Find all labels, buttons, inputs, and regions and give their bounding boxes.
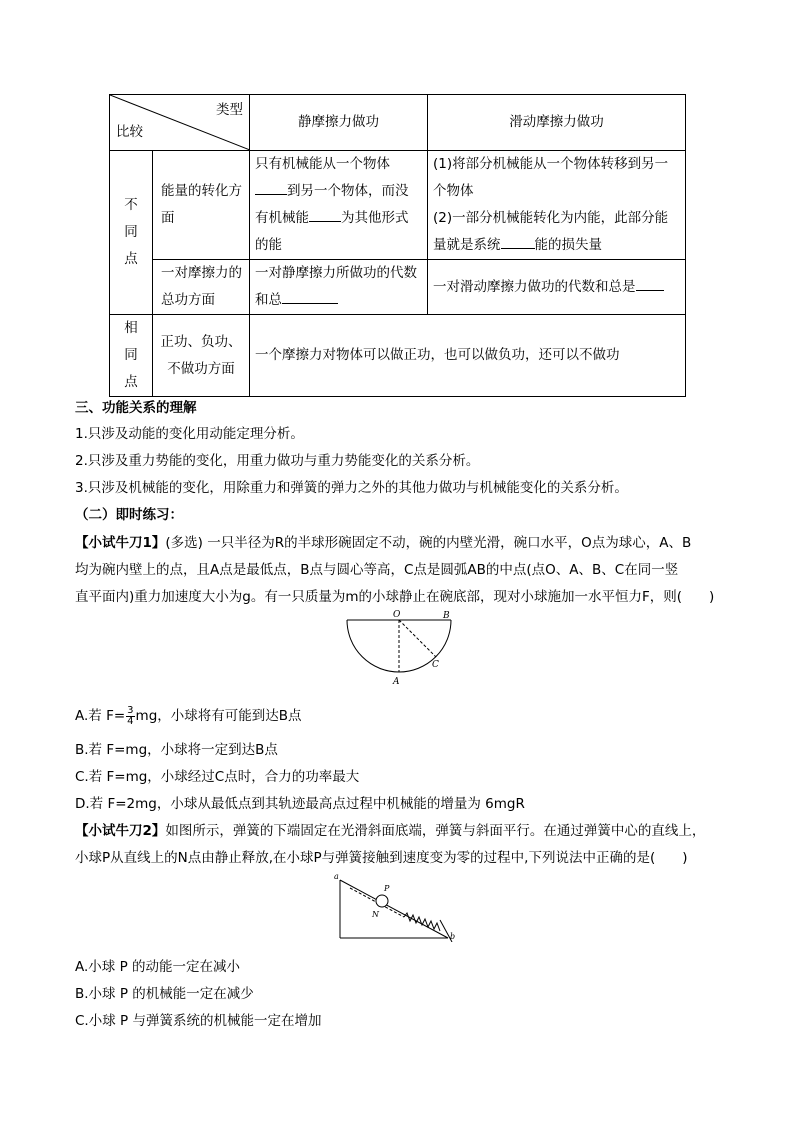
q1-tag: 【小试牛刀1】: [75, 535, 166, 551]
practice-heading: （二）即时练习：: [75, 507, 183, 523]
q1-line2: 均为碗内壁上的点，且A点是最低点，B点与圆心等高，C点是圆弧AB的中点(点O、A、B、C在同一竖: [75, 562, 679, 578]
label-b: B: [443, 611, 450, 621]
q2-option-b: B.小球 P 的机械能一定在减少: [75, 986, 254, 1002]
total-work-sliding-text: 一对滑动摩擦力做功的代数和总是: [433, 278, 636, 295]
radius-oc: [399, 620, 436, 657]
table-row-total-work: [110, 260, 686, 315]
row-sign-label: 正功、负功、不做功方面: [153, 315, 250, 397]
section3-item2: 2.只涉及重力势能的变化，用重力做功与重力势能变化的关系分析。: [75, 453, 480, 469]
corner-compare-label: 比较: [116, 124, 143, 140]
fraction-numerator: 3: [127, 704, 134, 716]
same-label: 相同点: [110, 315, 153, 397]
section3-heading: 三、功能关系的理解: [75, 400, 197, 416]
q1-option-c: C.若 F=mg，小球经过C点时，合力的功率最大: [75, 769, 360, 785]
fraction-denominator: 4: [127, 715, 134, 727]
q2-option-c: C.小球 P 与弹簧系统的机械能一定在增加: [75, 1013, 322, 1029]
q2-line2: 小球P从直线上的N点由静止释放,在小球P与弹簧接触到速度变为零的过程中,下列说法中正确的是( ): [75, 850, 688, 866]
incline-figure: [332, 870, 462, 942]
total-work-static-text: 一对静摩擦力所做功的代数和总: [255, 265, 417, 308]
energy-static-text-a: 只有机械能从一个物体: [255, 156, 390, 172]
label-n: N: [372, 910, 379, 919]
section3-item3: 3.只涉及机械能的变化，用除重力和弹簧的弹力之外的其他力做功与机械能变化的关系分析。: [75, 480, 628, 496]
table-row-same: [110, 315, 686, 397]
spring: [404, 913, 440, 931]
blank-line: [636, 274, 664, 291]
row-total-work-label: 一对摩擦力的总功方面: [153, 260, 250, 315]
corner-type-label: 类型: [216, 102, 243, 118]
blank-line: [282, 287, 338, 304]
option-a-suffix: mg，小球将有可能到达B点: [135, 708, 302, 724]
row-total-work-sliding: [428, 260, 686, 315]
row-energy-label: 能量的转化方面: [153, 151, 250, 260]
q2-tag: 【小试牛刀2】: [75, 823, 166, 839]
option-a-prefix: A.若 F=: [75, 708, 126, 724]
label-o: O: [393, 610, 401, 620]
q1-note: (多选): [165, 535, 203, 551]
energy-static-text-e: 的能: [255, 237, 282, 253]
q1-line1: [75, 531, 691, 551]
q2-text1: 如图所示，弹簧的下端固定在光滑斜面底端，弹簧与斜面平行。在通过弹簧中心的直线上，: [165, 823, 706, 839]
label-b: b: [450, 932, 456, 941]
q1-text1: 一只半径为R的半球形碗固定不动，碗的内壁光滑，碗口水平，O点为球心，A、B: [207, 535, 692, 551]
energy-sliding-text-1: (1)将部分机械能从一个物体转移到另一个物体: [433, 156, 669, 199]
section3-item1: 1.只涉及动能的变化用动能定理分析。: [75, 426, 304, 442]
blank-line: [501, 232, 535, 249]
label-a: A: [393, 677, 400, 687]
label-a: a: [334, 872, 339, 881]
label-p: P: [384, 884, 390, 893]
table-header-row: [110, 95, 686, 151]
q1-line3: 直平面内)重力加速度大小为g。有一只质量为m的小球静止在碗底部，现对小球施加一水平恒力F，则( ): [75, 589, 715, 605]
diff-label: 不同点: [110, 151, 153, 315]
row-energy-sliding: [428, 151, 686, 260]
label-c: C: [432, 660, 439, 670]
header-static-friction: 静摩擦力做功: [250, 95, 428, 151]
header-sliding-friction: 滑动摩擦力做功: [428, 95, 686, 151]
row-total-work-static: [250, 260, 428, 315]
diagonal-header-cell: [110, 95, 250, 151]
q2-line1: [75, 819, 705, 839]
bowl-figure: [335, 608, 465, 690]
energy-static-text-c: 有机械能: [255, 210, 309, 226]
blank-line: [255, 178, 287, 195]
comparison-table: [109, 94, 686, 397]
incline-slope: [340, 880, 448, 938]
row-sign-text: 一个摩擦力对物体可以做正功，也可以做负功，还可以不做功: [250, 315, 686, 397]
q2-option-a: A.小球 P 的动能一定在减小: [75, 959, 241, 975]
q1-option-b: B.若 F=mg，小球将一定到达B点: [75, 742, 278, 758]
fraction: [126, 706, 134, 727]
row-energy-static: [250, 151, 428, 260]
energy-sliding-text-2a: (2)一部分机械能转化为内能，此部分能量就是系统: [433, 210, 669, 253]
blank-line: [309, 205, 341, 222]
energy-sliding-text-2b: 能的损失量: [534, 237, 602, 253]
q1-option-a: [75, 704, 302, 727]
table-row-energy: [110, 151, 686, 260]
energy-static-text-b: 到另一个物体，而没: [287, 183, 409, 199]
energy-static-text-d: 为其他形式: [341, 210, 409, 226]
ball-p: [376, 895, 388, 907]
q1-option-d: D.若 F=2mg，小球从最低点到其轨迹最高点过程中机械能的增量为 6mgR: [75, 796, 525, 812]
